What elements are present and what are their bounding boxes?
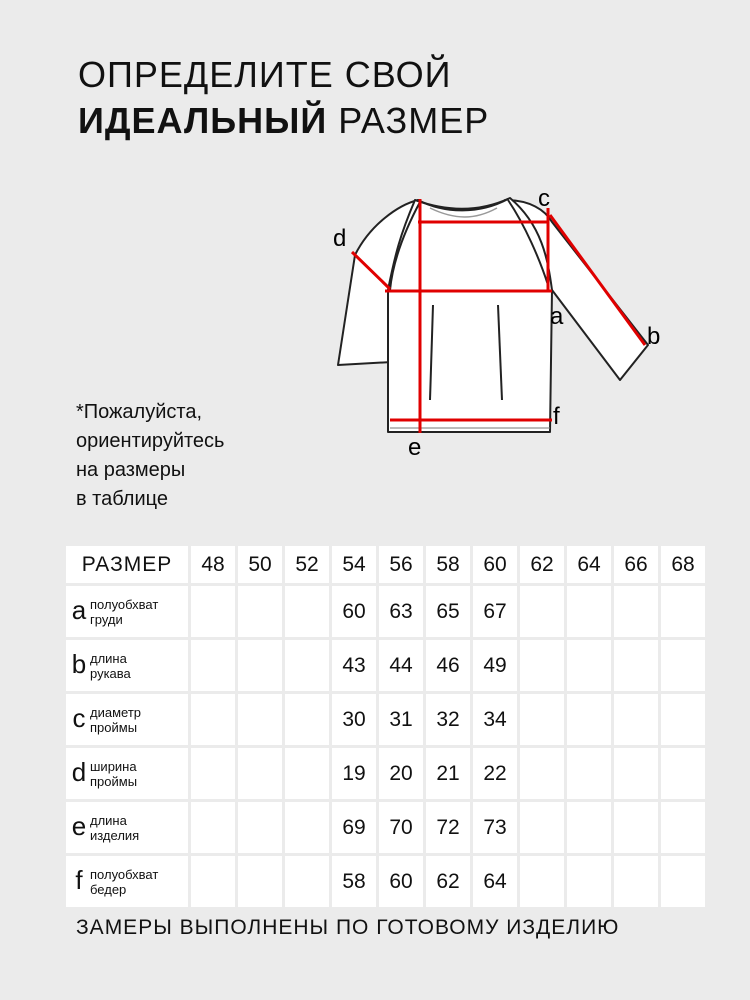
row-letter: d bbox=[71, 756, 87, 787]
row-description-line: проймы bbox=[90, 773, 138, 789]
diagram-label-b: b bbox=[647, 323, 661, 350]
row-label-a bbox=[66, 586, 188, 637]
note-line: на размеры bbox=[76, 459, 186, 481]
table-cell: 60 bbox=[379, 856, 423, 907]
diagram-label-c: c bbox=[538, 185, 550, 212]
table-cell bbox=[661, 586, 705, 637]
table-cell bbox=[661, 640, 705, 691]
table-cell bbox=[285, 748, 329, 799]
table-cell bbox=[285, 586, 329, 637]
table-cell: 43 bbox=[332, 640, 376, 691]
row-description-line: диаметр bbox=[90, 704, 141, 720]
table-cell bbox=[191, 640, 235, 691]
table-cell bbox=[238, 640, 282, 691]
row-letter: f bbox=[75, 864, 83, 895]
table-cell: 20 bbox=[379, 748, 423, 799]
note-line: *Пожалуйста, bbox=[76, 401, 203, 423]
table-cell bbox=[614, 694, 658, 745]
table-cell bbox=[520, 748, 564, 799]
size-table bbox=[66, 546, 695, 897]
row-description-line: полуобхват bbox=[90, 596, 159, 612]
table-cell bbox=[191, 748, 235, 799]
table-cell bbox=[567, 586, 611, 637]
row-description bbox=[90, 651, 131, 681]
size-header-cell: 50 bbox=[238, 546, 282, 583]
row-letter: a bbox=[71, 594, 87, 625]
row-description-line: изделия bbox=[90, 827, 140, 843]
table-cell bbox=[238, 694, 282, 745]
table-cell bbox=[285, 856, 329, 907]
table-cell: 46 bbox=[426, 640, 470, 691]
sweater-outline bbox=[338, 198, 648, 432]
table-cell bbox=[520, 586, 564, 637]
note-line: в таблице bbox=[76, 488, 168, 510]
size-header-cell: 64 bbox=[567, 546, 611, 583]
table-cell: 73 bbox=[473, 802, 517, 853]
table-cell: 62 bbox=[426, 856, 470, 907]
table-cell bbox=[567, 640, 611, 691]
table-cell: 70 bbox=[379, 802, 423, 853]
table-cell bbox=[661, 694, 705, 745]
table-cell bbox=[285, 640, 329, 691]
row-description-line: длина bbox=[90, 812, 127, 828]
table-cell: 49 bbox=[473, 640, 517, 691]
table-cell bbox=[191, 586, 235, 637]
table-cell bbox=[191, 802, 235, 853]
row-description bbox=[90, 867, 158, 897]
title-line-1: ОПРЕДЕЛИТЕ СВОЙ bbox=[78, 54, 452, 95]
row-description-line: рукава bbox=[90, 665, 131, 681]
row-description-line: длина bbox=[90, 650, 127, 666]
table-cell: 67 bbox=[473, 586, 517, 637]
table-cell bbox=[567, 748, 611, 799]
row-description bbox=[90, 813, 139, 843]
title-rest-word: РАЗМЕР bbox=[338, 100, 490, 141]
table-cell bbox=[285, 694, 329, 745]
table-cell bbox=[567, 802, 611, 853]
table-cell: 31 bbox=[379, 694, 423, 745]
table-cell: 65 bbox=[426, 586, 470, 637]
row-description bbox=[90, 759, 137, 789]
row-description-line: ширина bbox=[90, 758, 137, 774]
table-cell bbox=[614, 802, 658, 853]
table-cell: 63 bbox=[379, 586, 423, 637]
table-cell bbox=[614, 748, 658, 799]
table-cell bbox=[520, 802, 564, 853]
row-letter: b bbox=[71, 648, 87, 679]
size-header-cell: 56 bbox=[379, 546, 423, 583]
table-cell: 69 bbox=[332, 802, 376, 853]
table-cell: 30 bbox=[332, 694, 376, 745]
table-cell bbox=[614, 586, 658, 637]
table-cell bbox=[614, 640, 658, 691]
size-header-cell: 48 bbox=[191, 546, 235, 583]
diagram-label-a: a bbox=[550, 303, 564, 330]
table-cell bbox=[238, 586, 282, 637]
table-cell: 21 bbox=[426, 748, 470, 799]
table-cell bbox=[520, 856, 564, 907]
row-letter: c bbox=[72, 702, 86, 733]
table-cell: 64 bbox=[473, 856, 517, 907]
table-cell: 58 bbox=[332, 856, 376, 907]
table-cell bbox=[661, 748, 705, 799]
diagram-label-f: f bbox=[553, 403, 560, 430]
size-header-cell: 62 bbox=[520, 546, 564, 583]
row-description-line: полуобхват bbox=[90, 866, 159, 882]
table-cell bbox=[520, 640, 564, 691]
row-label-b bbox=[66, 640, 188, 691]
size-header-cell: 52 bbox=[285, 546, 329, 583]
row-description-line: груди bbox=[90, 611, 123, 627]
row-description bbox=[90, 597, 158, 627]
table-cell: 60 bbox=[332, 586, 376, 637]
row-letter: e bbox=[71, 810, 87, 841]
table-cell bbox=[238, 856, 282, 907]
size-header-cell: 58 bbox=[426, 546, 470, 583]
table-cell bbox=[661, 856, 705, 907]
table-cell: 19 bbox=[332, 748, 376, 799]
table-cell bbox=[285, 802, 329, 853]
table-cell: 34 bbox=[473, 694, 517, 745]
table-cell bbox=[191, 856, 235, 907]
footer-note: ЗАМЕРЫ ВЫПОЛНЕНЫ ПО ГОТОВОМУ ИЗДЕЛИЮ bbox=[76, 916, 620, 939]
row-description-line: бедер bbox=[90, 881, 127, 897]
table-cell bbox=[191, 694, 235, 745]
table-cell bbox=[661, 802, 705, 853]
table-cell: 44 bbox=[379, 640, 423, 691]
table-cell bbox=[238, 748, 282, 799]
row-description-line: проймы bbox=[90, 719, 138, 735]
note-line: ориентируйтесь bbox=[76, 430, 225, 452]
table-cell: 22 bbox=[473, 748, 517, 799]
table-cell bbox=[567, 694, 611, 745]
row-description bbox=[90, 705, 141, 735]
size-header-label: РАЗМЕР bbox=[66, 546, 188, 583]
size-note bbox=[76, 398, 224, 514]
table-cell bbox=[238, 802, 282, 853]
size-header-cell: 68 bbox=[661, 546, 705, 583]
row-label-d bbox=[66, 748, 188, 799]
table-cell: 32 bbox=[426, 694, 470, 745]
row-label-c bbox=[66, 694, 188, 745]
row-label-f bbox=[66, 856, 188, 907]
table-cell bbox=[567, 856, 611, 907]
table-cell: 72 bbox=[426, 802, 470, 853]
diagram-label-d: d bbox=[333, 225, 347, 252]
size-header-cell: 66 bbox=[614, 546, 658, 583]
size-header-cell: 60 bbox=[473, 546, 517, 583]
diagram-label-e: e bbox=[408, 434, 422, 461]
size-header-cell: 54 bbox=[332, 546, 376, 583]
title-bold-word: ИДЕАЛЬНЫЙ bbox=[78, 100, 328, 141]
table-cell bbox=[614, 856, 658, 907]
row-label-e bbox=[66, 802, 188, 853]
table-cell bbox=[520, 694, 564, 745]
